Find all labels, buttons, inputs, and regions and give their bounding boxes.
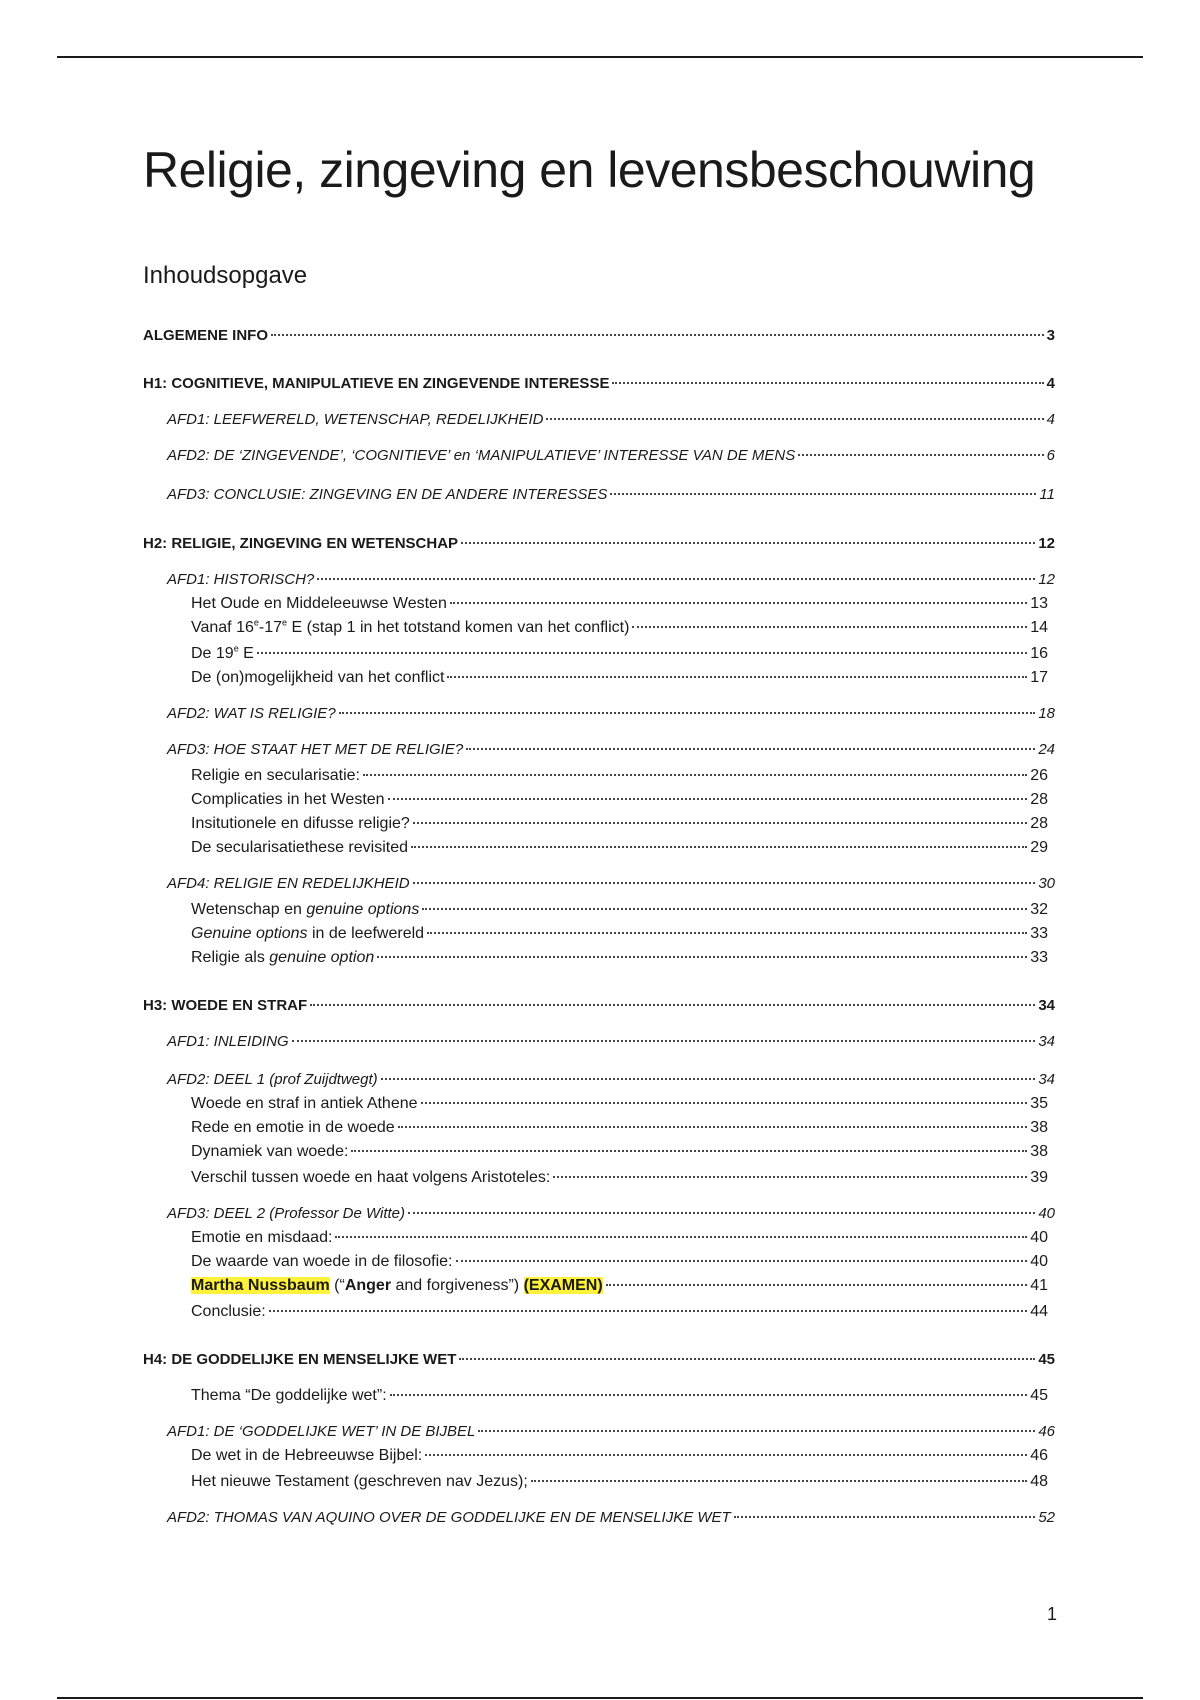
page-number: 1 xyxy=(1046,1604,1057,1624)
toc-entry-text: Rede en emotie in de woede xyxy=(191,1119,395,1136)
toc-entry-text: AFD1: HISTORISCH? xyxy=(167,571,315,588)
toc-entry-institutionele[interactable] xyxy=(191,814,1048,834)
toc-entry-waarde-woede[interactable] xyxy=(191,1252,1048,1272)
toc-entry-woede-athene[interactable] xyxy=(191,1094,1048,1114)
toc-entry-algemene-info[interactable] xyxy=(143,326,1055,346)
toc-page-number: 34 xyxy=(1038,997,1055,1014)
toc-entry-h2-afd2[interactable] xyxy=(167,704,1055,724)
toc-page-number: 3 xyxy=(1046,327,1055,344)
toc-page-number: 45 xyxy=(1038,1351,1055,1368)
dot-leader xyxy=(317,578,1035,580)
toc-entry-vanaf-16e[interactable] xyxy=(191,618,1048,638)
toc-entry-nussbaum[interactable] xyxy=(191,1276,1048,1296)
toc-entry-text: Het Oude en Middeleeuwse Westen xyxy=(191,595,447,612)
toc-page-number: 34 xyxy=(1038,1071,1055,1088)
toc-page-number: 4 xyxy=(1046,375,1055,392)
toc-entry-text: ALGEMENE INFO xyxy=(143,327,269,344)
dot-leader xyxy=(606,1284,1028,1286)
toc-entry-religie-genuine[interactable] xyxy=(191,948,1048,968)
toc-entry-text: H3: WOEDE EN STRAF xyxy=(143,997,308,1014)
toc-entry-h1-afd3[interactable] xyxy=(167,485,1055,505)
toc-entry-complicaties[interactable] xyxy=(191,790,1048,810)
dot-leader xyxy=(351,1150,1027,1152)
toc-entry-text: Complicaties in het Westen xyxy=(191,791,385,808)
toc-entry-text: Conclusie: xyxy=(191,1303,266,1320)
dot-leader xyxy=(413,822,1027,824)
toc-page-number: 40 xyxy=(1038,1205,1055,1222)
dot-leader xyxy=(310,1004,1035,1006)
toc-entry-wetenschap-genuine[interactable] xyxy=(191,900,1048,920)
dot-leader xyxy=(553,1176,1027,1178)
toc-page-number: 18 xyxy=(1038,705,1055,722)
dot-leader xyxy=(422,908,1027,910)
toc-entry-h2-afd4[interactable] xyxy=(167,874,1055,894)
toc-page-number: 33 xyxy=(1030,949,1048,966)
toc-page-number: 34 xyxy=(1038,1033,1055,1050)
toc-entry-text: Verschil tussen woede en haat volgens Aristoteles: xyxy=(191,1169,551,1186)
dot-leader xyxy=(381,1078,1036,1080)
toc-entry-rede-emotie[interactable] xyxy=(191,1118,1048,1138)
bottom-rule xyxy=(57,1697,1143,1699)
dot-leader xyxy=(411,846,1027,848)
toc-entry-dynamiek[interactable] xyxy=(191,1142,1048,1162)
toc-entry-h3-afd1[interactable] xyxy=(167,1032,1055,1052)
toc-page-number: 16 xyxy=(1030,645,1048,662)
toc-entry-text: Thema “De goddelijke wet”: xyxy=(191,1387,387,1404)
dot-leader xyxy=(390,1394,1028,1396)
toc-entry-text: Het nieuwe Testament (geschreven nav Jezus); xyxy=(191,1473,528,1490)
toc-entry-conclusie[interactable] xyxy=(191,1302,1048,1322)
toc-page-number: 4 xyxy=(1046,411,1055,428)
toc-entry-text: Martha Nussbaum (“Anger and forgiveness”) (EXAMEN) xyxy=(191,1277,603,1294)
top-rule xyxy=(57,56,1143,58)
toc-page-number: 24 xyxy=(1038,741,1055,758)
dot-leader xyxy=(421,1102,1028,1104)
toc-page-number: 30 xyxy=(1038,875,1055,892)
toc-entry-h3[interactable] xyxy=(143,996,1055,1016)
dot-leader xyxy=(459,1358,1035,1360)
toc-page-number: 38 xyxy=(1030,1119,1048,1136)
dot-leader xyxy=(447,676,1027,678)
toc-entry-h4-afd2[interactable] xyxy=(167,1508,1055,1528)
toc-entry-h2-afd3[interactable] xyxy=(167,740,1055,760)
toc-entry-text: AFD3: DEEL 2 (Professor De Witte) xyxy=(167,1205,405,1222)
toc-entry-text: Insitutionele en difusse religie? xyxy=(191,815,410,832)
toc-page-number: 32 xyxy=(1030,901,1048,918)
dot-leader xyxy=(269,1310,1028,1312)
toc-heading: Inhoudsopgave xyxy=(143,262,308,289)
dot-leader xyxy=(610,493,1036,495)
toc-entry-h2[interactable] xyxy=(143,534,1055,554)
dot-leader xyxy=(377,956,1027,958)
toc-page-number: 13 xyxy=(1030,595,1048,612)
toc-entry-h2-afd1[interactable] xyxy=(167,570,1055,590)
toc-entry-onmogelijkheid[interactable] xyxy=(191,668,1048,688)
toc-entry-text: Emotie en misdaad: xyxy=(191,1229,333,1246)
toc-page-number: 52 xyxy=(1038,1509,1055,1526)
toc-entry-text: De waarde van woede in de filosofie: xyxy=(191,1253,453,1270)
toc-entry-h1[interactable] xyxy=(143,374,1055,394)
toc-entry-nieuwe-testament[interactable] xyxy=(191,1472,1048,1492)
dot-leader xyxy=(546,418,1043,420)
toc-entry-text: Religie en secularisatie: xyxy=(191,767,360,784)
dot-leader xyxy=(461,542,1035,544)
toc-entry-text: AFD2: WAT IS RELIGIE? xyxy=(167,705,336,722)
toc-entry-secularisatiethese[interactable] xyxy=(191,838,1048,858)
toc-entry-h4[interactable] xyxy=(143,1350,1055,1370)
toc-entry-text: De 19e E xyxy=(191,643,254,662)
dot-leader xyxy=(466,748,1035,750)
dot-leader xyxy=(388,798,1028,800)
toc-entry-text: H4: DE GODDELIJKE EN MENSELIJKE WET xyxy=(143,1351,457,1368)
toc-entry-thema-wet[interactable] xyxy=(191,1386,1048,1406)
dot-leader xyxy=(612,382,1043,384)
toc-entry-text: AFD1: DE ‘GODDELIJKE WET’ IN DE BIJBEL xyxy=(167,1423,476,1440)
dot-leader xyxy=(408,1212,1035,1214)
dot-leader xyxy=(257,652,1027,654)
dot-leader xyxy=(632,626,1027,628)
dot-leader xyxy=(798,454,1043,456)
toc-page-number: 28 xyxy=(1030,791,1048,808)
toc-entry-genuine-leefwereld[interactable] xyxy=(191,924,1048,944)
toc-entry-text: De wet in de Hebreeuwse Bijbel: xyxy=(191,1447,423,1464)
toc-entry-text: Religie als genuine option xyxy=(191,949,375,966)
toc-entry-text: AFD3: HOE STAAT HET MET DE RELIGIE? xyxy=(167,741,464,758)
toc-entry-emotie-misdaad[interactable] xyxy=(191,1228,1048,1248)
toc-entry-h1-afd1[interactable] xyxy=(167,410,1055,430)
toc-entry-text: Vanaf 16e-17e E (stap 1 in het totstand komen van het conflict) xyxy=(191,617,630,636)
toc-page-number: 39 xyxy=(1030,1169,1048,1186)
highlight-nussbaum: Martha Nussbaum xyxy=(191,1277,330,1294)
toc-entry-text: AFD2: THOMAS VAN AQUINO OVER DE GODDELIJKE EN DE MENSELIJKE WET xyxy=(167,1509,731,1526)
toc-entry-hebreeuwse-bijbel[interactable] xyxy=(191,1446,1048,1466)
dot-leader xyxy=(292,1040,1036,1042)
toc-page-number: 44 xyxy=(1030,1303,1048,1320)
toc-entry-19e-eeuw[interactable] xyxy=(191,644,1048,664)
toc-page-number: 17 xyxy=(1030,669,1048,686)
dot-leader xyxy=(413,882,1036,884)
toc-page-number: 11 xyxy=(1039,486,1055,503)
toc-page-number: 48 xyxy=(1030,1473,1048,1490)
toc-page-number: 33 xyxy=(1030,925,1048,942)
toc-page-number: 46 xyxy=(1030,1447,1048,1464)
toc-page-number: 41 xyxy=(1030,1277,1048,1294)
dot-leader xyxy=(363,774,1027,776)
toc-entry-text: Woede en straf in antiek Athene xyxy=(191,1095,418,1112)
dot-leader xyxy=(425,1454,1027,1456)
toc-entry-text: Dynamiek van woede: xyxy=(191,1143,349,1160)
document-page xyxy=(143,140,1055,1526)
toc-entry-h1-afd2[interactable] xyxy=(167,446,1055,466)
toc-page-number: 12 xyxy=(1038,535,1055,552)
toc-entry-text: De secularisatiethese revisited xyxy=(191,839,408,856)
toc-entry-h3-afd2[interactable] xyxy=(167,1070,1055,1090)
toc-entry-text: Genuine options in de leefwereld xyxy=(191,925,425,942)
toc-entry-text: H1: COGNITIEVE, MANIPULATIEVE EN ZINGEVENDE INTERESSE xyxy=(143,375,610,392)
toc-page-number: 28 xyxy=(1030,815,1048,832)
toc-page-number: 12 xyxy=(1038,571,1055,588)
highlight-examen: (EXAMEN) xyxy=(523,1277,603,1294)
toc-page-number: 46 xyxy=(1038,1423,1055,1440)
toc-entry-text: AFD4: RELIGIE EN REDELIJKHEID xyxy=(167,875,410,892)
toc-page-number: 40 xyxy=(1030,1229,1048,1246)
toc-entry-h3-afd3[interactable] xyxy=(167,1204,1055,1224)
toc-entry-oude-westen[interactable] xyxy=(191,594,1048,614)
toc-entry-woede-haat[interactable] xyxy=(191,1168,1048,1188)
toc-entry-text: AFD1: INLEIDING xyxy=(167,1033,289,1050)
toc-page-number: 40 xyxy=(1030,1253,1048,1270)
dot-leader xyxy=(531,1480,1027,1482)
toc-entry-text: AFD2: DE ‘ZINGEVENDE’, ‘COGNITIEVE’ en ‘MANIPULATIEVE’ INTERESSE VAN DE MENS xyxy=(167,447,796,464)
toc-page-number: 38 xyxy=(1030,1143,1048,1160)
toc-entry-text: AFD1: LEEFWERELD, WETENSCHAP, REDELIJKHEID xyxy=(167,411,544,428)
dot-leader xyxy=(339,712,1036,714)
toc-page-number: 45 xyxy=(1030,1387,1048,1404)
toc-entry-text: H2: RELIGIE, ZINGEVING EN WETENSCHAP xyxy=(143,535,459,552)
dot-leader xyxy=(456,1260,1028,1262)
toc-entry-text: AFD2: DEEL 1 (prof Zuijdtwegt) xyxy=(167,1071,378,1088)
toc-page-number: 26 xyxy=(1030,767,1048,784)
dot-leader xyxy=(734,1516,1036,1518)
toc-entry-text: De (on)mogelijkheid van het conflict xyxy=(191,669,445,686)
dot-leader xyxy=(335,1236,1027,1238)
toc-entry-h4-afd1[interactable] xyxy=(167,1422,1055,1442)
toc-page-number: 6 xyxy=(1046,447,1055,464)
toc-entry-text: AFD3: CONCLUSIE: ZINGEVING EN DE ANDERE INTERESSES xyxy=(167,486,608,503)
dot-leader xyxy=(478,1430,1035,1432)
toc-entry-secularisatie[interactable] xyxy=(191,766,1048,786)
document-title: Religie, zingeving en levensbeschouwing xyxy=(143,142,1036,198)
toc-entry-text: Wetenschap en genuine options xyxy=(191,901,420,918)
toc-page-number: 29 xyxy=(1030,839,1048,856)
dot-leader xyxy=(427,932,1027,934)
dot-leader xyxy=(271,334,1044,336)
dot-leader xyxy=(398,1126,1028,1128)
dot-leader xyxy=(450,602,1027,604)
toc-page-number: 14 xyxy=(1030,619,1048,636)
toc-page-number: 35 xyxy=(1030,1095,1048,1112)
